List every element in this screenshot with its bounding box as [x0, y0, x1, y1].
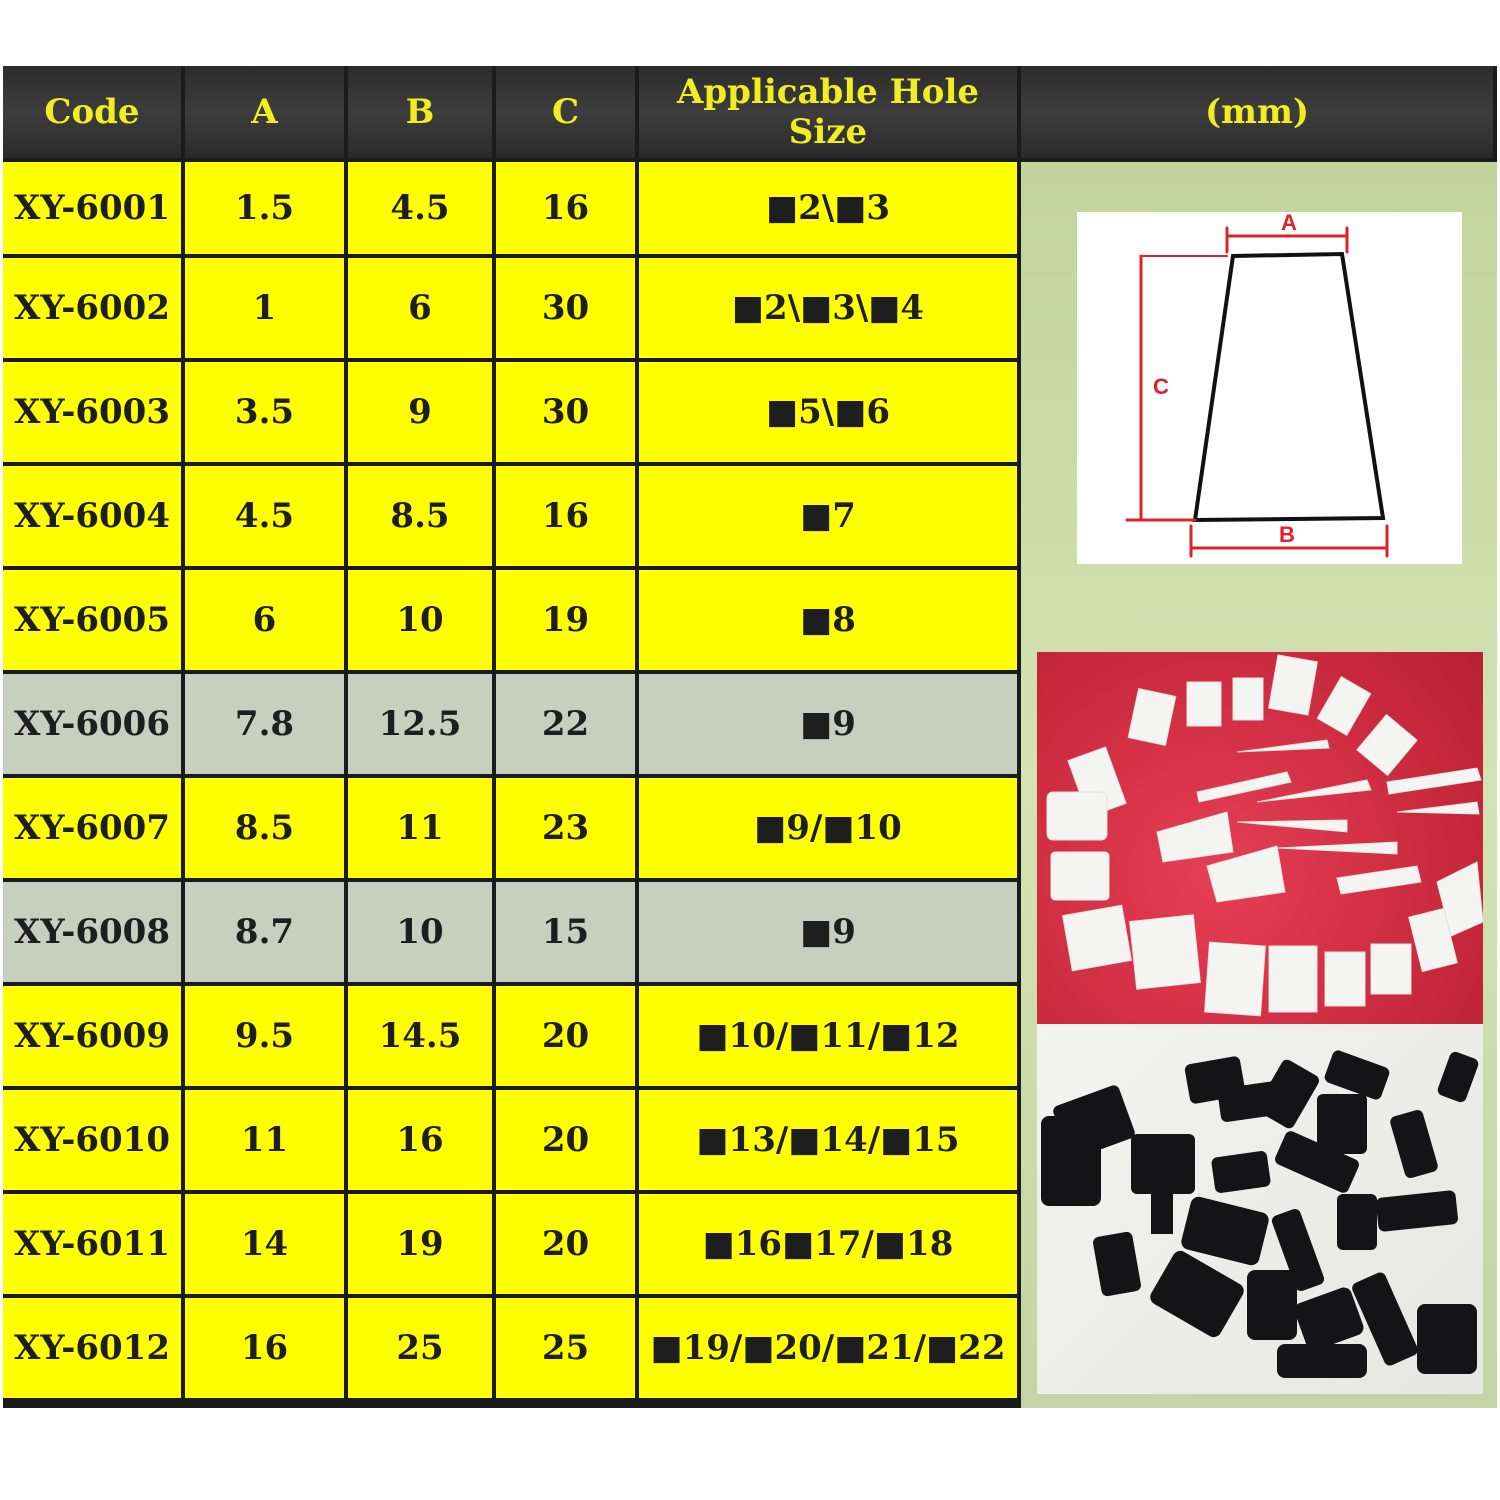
cell-code: XY-6008 — [3, 882, 185, 986]
cell-c: 20 — [496, 986, 639, 1090]
header-unit: (mm) — [1021, 66, 1497, 162]
cell-b: 25 — [348, 1298, 496, 1402]
cell-a: 6 — [185, 570, 348, 674]
cell-b: 14.5 — [348, 986, 496, 1090]
cell-c: 20 — [496, 1194, 639, 1298]
cell-code: XY-6001 — [3, 162, 185, 258]
cell-c: 16 — [496, 162, 639, 258]
cell-a: 8.5 — [185, 778, 348, 882]
cell-b: 10 — [348, 570, 496, 674]
header-code: Code — [3, 66, 185, 162]
stopper-outline-svg — [1077, 212, 1462, 564]
cell-code: XY-6011 — [3, 1194, 185, 1298]
cell-c: 22 — [496, 674, 639, 778]
cell-c: 20 — [496, 1090, 639, 1194]
cell-a: 1.5 — [185, 162, 348, 258]
cell-hole: ■2\■3 — [639, 162, 1021, 258]
cell-b: 8.5 — [348, 466, 496, 570]
cell-hole: ■8 — [639, 570, 1021, 674]
header-hole-size: Applicable Hole Size — [639, 66, 1021, 162]
image-panel — [1021, 162, 1497, 1408]
cell-code: XY-6009 — [3, 986, 185, 1090]
cell-b: 16 — [348, 1090, 496, 1194]
header-a: A — [185, 66, 348, 162]
cell-a: 16 — [185, 1298, 348, 1402]
cell-hole: ■9 — [639, 674, 1021, 778]
cell-a: 9.5 — [185, 986, 348, 1090]
cell-hole: ■9/■10 — [639, 778, 1021, 882]
cell-a: 11 — [185, 1090, 348, 1194]
cell-c: 23 — [496, 778, 639, 882]
cell-a: 1 — [185, 258, 348, 362]
cell-a: 7.8 — [185, 674, 348, 778]
cell-hole: ■5\■6 — [639, 362, 1021, 466]
cell-hole: ■9 — [639, 882, 1021, 986]
cell-code: XY-6006 — [3, 674, 185, 778]
cell-b: 10 — [348, 882, 496, 986]
cell-code: XY-6003 — [3, 362, 185, 466]
cell-hole: ■16■17/■18 — [639, 1194, 1021, 1298]
cell-b: 9 — [348, 362, 496, 466]
white-stoppers-photo — [1037, 652, 1483, 1024]
cell-code: XY-6010 — [3, 1090, 185, 1194]
label-b: B — [1279, 522, 1295, 547]
label-c: C — [1153, 374, 1169, 399]
cell-a: 3.5 — [185, 362, 348, 466]
spec-sheet — [3, 66, 1497, 1408]
header-row — [3, 66, 1497, 162]
label-a: A — [1281, 212, 1297, 235]
cell-code: XY-6007 — [3, 778, 185, 882]
cell-c: 19 — [496, 570, 639, 674]
cell-b: 12.5 — [348, 674, 496, 778]
cell-hole: ■10/■11/■12 — [639, 986, 1021, 1090]
stopper-outline — [1195, 254, 1383, 520]
cell-b: 19 — [348, 1194, 496, 1298]
cell-b: 6 — [348, 258, 496, 362]
stopper-dimension-diagram — [1077, 212, 1462, 564]
cell-c: 16 — [496, 466, 639, 570]
cell-hole: ■13/■14/■15 — [639, 1090, 1021, 1194]
cell-hole: ■2\■3\■4 — [639, 258, 1021, 362]
cell-a: 8.7 — [185, 882, 348, 986]
header-b: B — [348, 66, 496, 162]
cell-code: XY-6004 — [3, 466, 185, 570]
cell-hole: ■19/■20/■21/■22 — [639, 1298, 1021, 1402]
cell-b: 4.5 — [348, 162, 496, 258]
cell-hole: ■7 — [639, 466, 1021, 570]
cell-b: 11 — [348, 778, 496, 882]
cell-c: 30 — [496, 362, 639, 466]
cell-code: XY-6012 — [3, 1298, 185, 1402]
cell-c: 25 — [496, 1298, 639, 1402]
cell-c: 15 — [496, 882, 639, 986]
cell-code: XY-6002 — [3, 258, 185, 362]
black-stoppers-photo — [1037, 1024, 1483, 1394]
cell-c: 30 — [496, 258, 639, 362]
cell-a: 4.5 — [185, 466, 348, 570]
cell-code: XY-6005 — [3, 570, 185, 674]
cell-a: 14 — [185, 1194, 348, 1298]
header-c: C — [496, 66, 639, 162]
